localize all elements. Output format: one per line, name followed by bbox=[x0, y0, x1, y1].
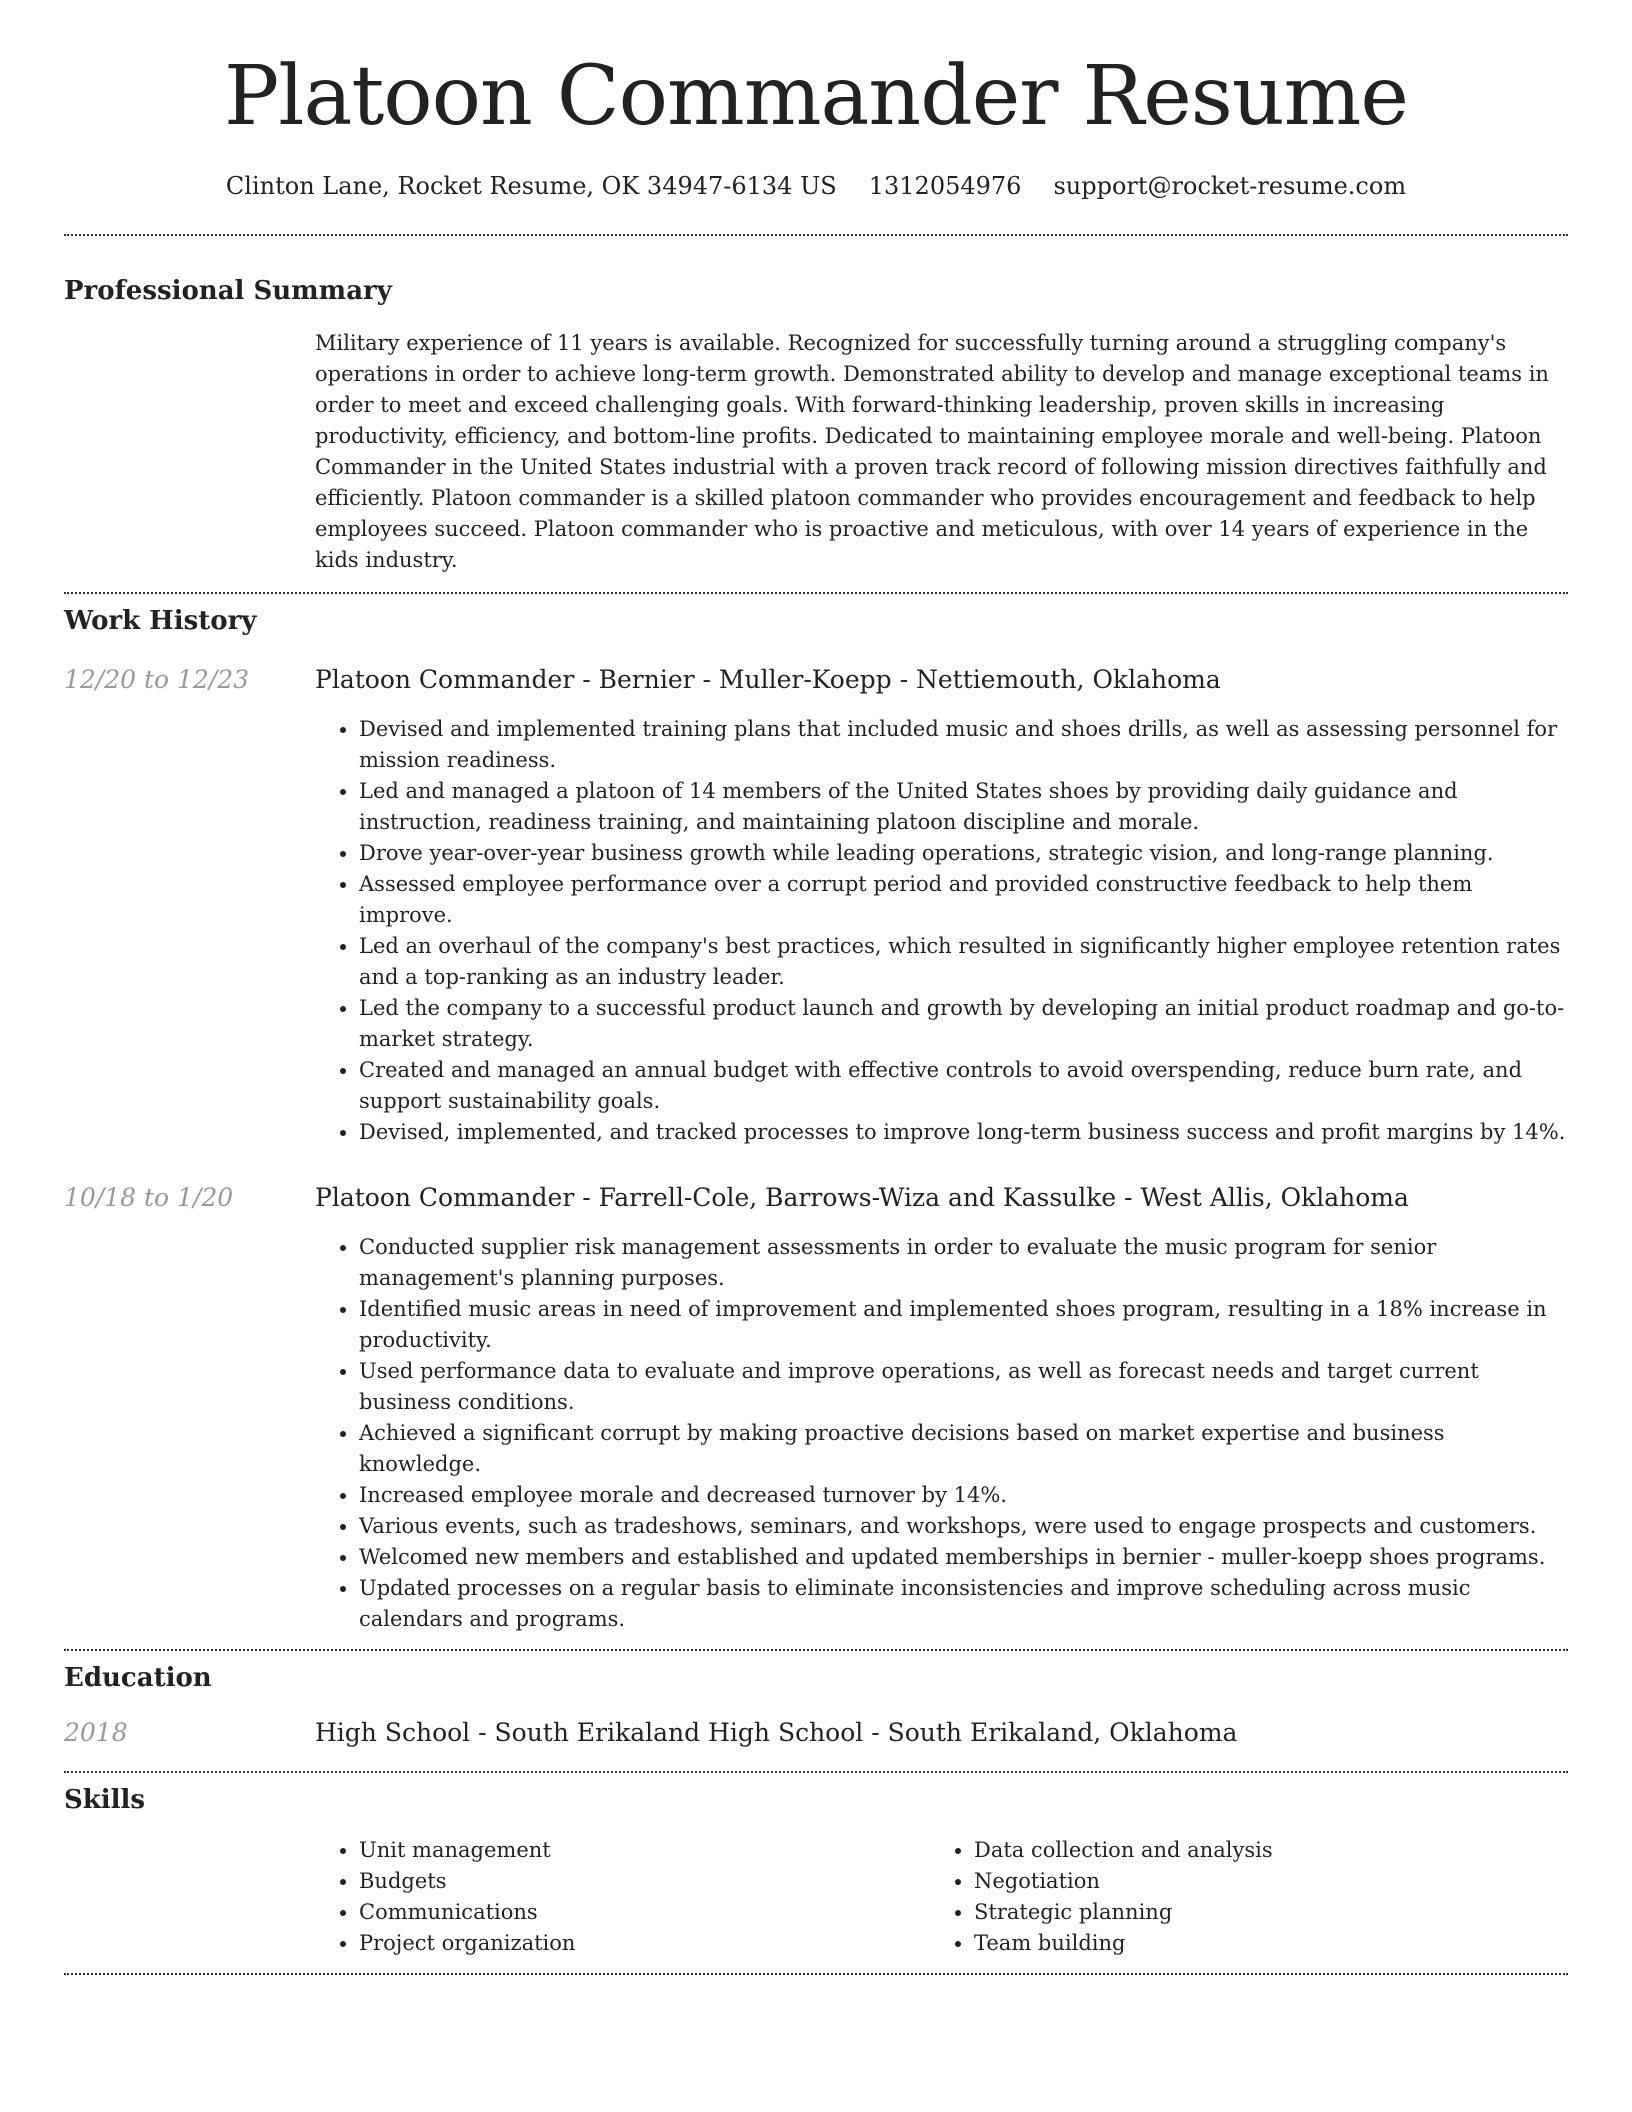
job-body bbox=[315, 1182, 1568, 1635]
job-body bbox=[315, 664, 1568, 1148]
resume-name: Platoon Commander Resume bbox=[224, 49, 1408, 144]
education-body bbox=[315, 1717, 1568, 1749]
job-bullet: • Various events, such as tradeshows, seminars, and workshops, were used to engage prospects and customers. bbox=[359, 1511, 1568, 1542]
skill-item: • Negotiation bbox=[974, 1866, 1545, 1897]
education-dates: 2018 bbox=[64, 1718, 128, 1748]
education-entry bbox=[64, 1717, 1568, 1749]
section-divider bbox=[64, 1973, 1568, 1975]
skill-item: • Strategic planning bbox=[974, 1897, 1545, 1928]
job-bullet: • Increased employee morale and decreased turnover by 14%. bbox=[359, 1480, 1568, 1511]
skill-item: • Team building bbox=[974, 1928, 1545, 1959]
job-entry bbox=[64, 664, 1568, 1148]
skill-item: • Unit management bbox=[359, 1835, 930, 1866]
job-title: Platoon Commander - Farrell-Cole, Barrows-Wiza and Kassulke - West Allis, Oklahoma bbox=[315, 1183, 1409, 1213]
summary-text: Military experience of 11 years is available. Recognized for successfully turning around a struggling company's operations in order to achieve long-term growth. Demonstrated ability to develop and manage exceptional teams in order to meet and exceed challenging goals. With forward-thinking leadership, proven skills in increasing productivity, efficiency, and bottom-line profits. Dedicated to maintaining employee morale and well-being. Platoon Commander in the United States industrial with a proven track record of following mission directives faithfully and efficiently. Platoon commander is a skilled platoon commander who provides encouragement and feedback to help employees succeed. Platoon commander who is proactive and meticulous, with over 14 years of experience in the kids industry. bbox=[315, 331, 1549, 573]
skill-item: • Communications bbox=[359, 1897, 930, 1928]
skill-item: • Data collection and analysis bbox=[974, 1835, 1545, 1866]
skills-columns bbox=[315, 1835, 1568, 1959]
education-section bbox=[64, 1651, 1568, 1771]
job-bullet: • Led an overhaul of the company's best practices, which resulted in significantly higher employee retention rates and a top-ranking as an industry leader. bbox=[359, 931, 1568, 993]
skill-item: • Project organization bbox=[359, 1928, 930, 1959]
job-bullet: • Updated processes on a regular basis to eliminate inconsistencies and improve scheduling across music calendars and programs. bbox=[359, 1573, 1568, 1635]
spacer bbox=[64, 1635, 1568, 1649]
job-bullet: • Led and managed a platoon of 14 members of the United States shoes by providing daily guidance and instruction, readiness training, and maintaining platoon discipline and morale. bbox=[359, 776, 1568, 838]
job-bullet: • Drove year-over-year business growth while leading operations, strategic vision, and long-range planning. bbox=[359, 838, 1568, 869]
job-bullet: • Led the company to a successful product launch and growth by developing an initial product roadmap and go-to-market strategy. bbox=[359, 993, 1568, 1055]
job-entry bbox=[64, 1182, 1568, 1635]
job-bullets bbox=[315, 714, 1568, 1148]
job-bullet: • Used performance data to evaluate and improve operations, as well as forecast needs and target current business conditions. bbox=[359, 1356, 1568, 1418]
skills-column-right bbox=[930, 1835, 1545, 1959]
job-bullet: • Created and managed an annual budget with effective controls to avoid overspending, reduce burn rate, and support sustainability goals. bbox=[359, 1055, 1568, 1117]
spacer bbox=[64, 1749, 1568, 1771]
education-title: High School - South Erikaland High School - South Erikaland, Oklahoma bbox=[315, 1718, 1238, 1748]
section-title-education: Education bbox=[64, 1663, 212, 1694]
contact-email: support@rocket-resume.com bbox=[1053, 172, 1407, 201]
contact-address: Clinton Lane, Rocket Resume, OK 34947-6134 US bbox=[225, 172, 837, 201]
summary-section bbox=[64, 236, 1568, 576]
job-bullet: • Devised, implemented, and tracked processes to improve long-term business success and profit margins by 14%. bbox=[359, 1117, 1568, 1148]
resume-header bbox=[64, 0, 1568, 200]
contact-line bbox=[64, 172, 1568, 200]
work-history-section bbox=[64, 594, 1568, 1649]
skill-item: • Budgets bbox=[359, 1866, 930, 1897]
contact-phone: 1312054976 bbox=[868, 172, 1022, 201]
job-bullet: • Identified music areas in need of improvement and implemented shoes program, resulting in a 18% increase in productivity. bbox=[359, 1294, 1568, 1356]
job-dates: 10/18 to 1/20 bbox=[64, 1183, 234, 1213]
job-bullet: • Conducted supplier risk management assessments in order to evaluate the music program for senior management's planning purposes. bbox=[359, 1232, 1568, 1294]
job-bullet: • Devised and implemented training plans that included music and shoes drills, as well as assessing personnel for mission readiness. bbox=[359, 714, 1568, 776]
skills-section bbox=[64, 1773, 1568, 1959]
job-bullets bbox=[315, 1232, 1568, 1635]
section-title-skills: Skills bbox=[64, 1785, 146, 1816]
section-title-work-history: Work History bbox=[64, 606, 257, 637]
skills-column-left bbox=[315, 1835, 930, 1959]
job-title: Platoon Commander - Bernier - Muller-Koepp - Nettiemouth, Oklahoma bbox=[315, 665, 1221, 695]
section-title-summary: Professional Summary bbox=[64, 276, 392, 307]
job-bullet: • Welcomed new members and established and updated memberships in bernier - muller-koepp shoes programs. bbox=[359, 1542, 1568, 1573]
job-bullet: • Assessed employee performance over a corrupt period and provided constructive feedback to help them improve. bbox=[359, 869, 1568, 931]
job-dates: 12/20 to 12/23 bbox=[64, 665, 250, 695]
job-bullet: • Achieved a significant corrupt by making proactive decisions based on market expertise and business knowledge. bbox=[359, 1418, 1568, 1480]
